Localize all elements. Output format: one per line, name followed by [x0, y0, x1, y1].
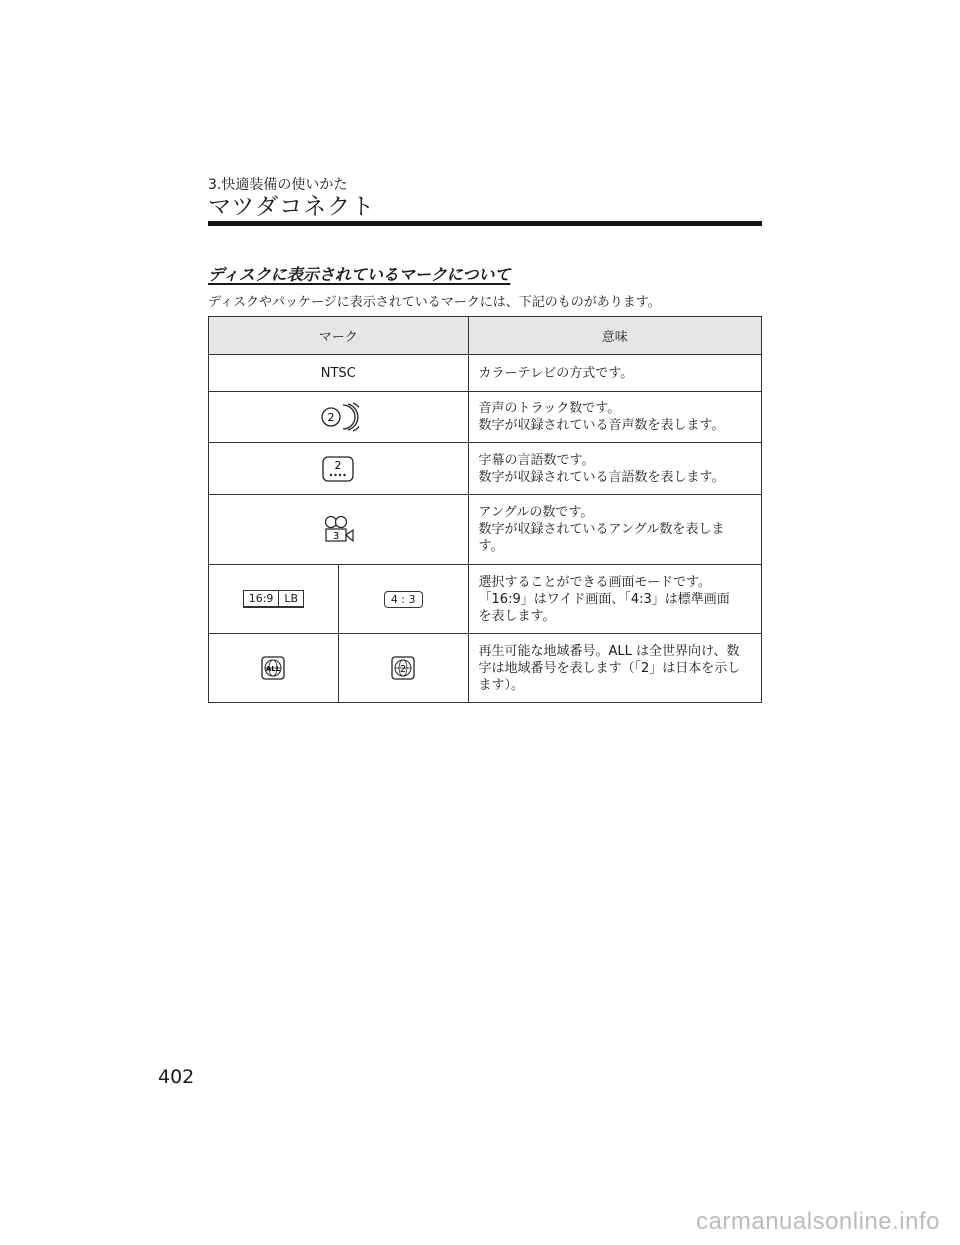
meaning-line: を表します。: [478, 608, 556, 624]
meaning-line: す。: [478, 539, 504, 554]
meaning-cell: [468, 392, 761, 443]
meaning-line: 字は地域番号を表します（「2」は日本を示し: [478, 660, 741, 676]
header-rule: [208, 221, 762, 226]
table-row: [209, 443, 762, 495]
table-row: [209, 355, 762, 392]
mark-cell: [209, 443, 469, 495]
meaning-cell: [468, 634, 761, 703]
mark-cell: [338, 565, 468, 634]
meaning-line: 再生可能な地域番号。ALL は全世界向け、数: [478, 643, 740, 659]
table-row: [209, 392, 762, 443]
header-mark: マーク: [209, 317, 469, 355]
region-all-icon: [261, 656, 285, 680]
standard-ratio-icon: 4 : 3: [384, 591, 423, 608]
region-all-label: ALL: [266, 665, 281, 673]
section-title: 3.快適装備の使いかた: [208, 177, 348, 193]
meaning-cell: [468, 355, 761, 392]
subtitle-count: 2: [334, 458, 342, 472]
meaning-line: 数字が収録されているアングル数を表しま: [478, 522, 725, 537]
mark-ntsc: NTSC: [209, 355, 469, 392]
subtitles-icon: [322, 456, 354, 482]
region-2-icon: [391, 656, 415, 680]
widescreen-label: 16:9: [244, 591, 280, 606]
meaning-cell: [468, 565, 761, 634]
mark-cell: [338, 634, 468, 703]
meaning-line: カラーテレビの方式です。: [478, 365, 634, 381]
letterbox-label: LB: [279, 591, 303, 606]
subsection-heading: ディスクに表示されているマークについて: [208, 265, 511, 284]
meaning-line: アングルの数です。: [478, 505, 594, 520]
meaning-line: 音声のトラック数です。: [478, 401, 621, 416]
header-meaning: 意味: [468, 317, 761, 355]
table-header-row: [209, 317, 762, 355]
meaning-line: ます）。: [478, 677, 525, 693]
audio-track-count: 2: [327, 411, 335, 424]
mark-cell: [209, 565, 339, 634]
widescreen-lb-icon: [243, 590, 304, 608]
mark-cell: [209, 634, 339, 703]
table-row: [209, 565, 762, 634]
table-row: [209, 495, 762, 565]
page-number: 402: [158, 1066, 195, 1088]
intro-text: ディスクやパッケージに表示されているマークには、下記のものがあります。: [208, 295, 661, 310]
meaning-line: 字幕の言語数です。: [478, 452, 595, 468]
meaning-cell: [468, 495, 761, 565]
meaning-line: 選択することができる画面モードです。: [478, 574, 711, 590]
mark-cell: [209, 392, 469, 443]
page-header: [208, 176, 762, 220]
angle-camera-icon: [321, 515, 355, 545]
audio-tracks-icon: [317, 402, 359, 432]
disc-marks-table: [208, 316, 762, 703]
meaning-line: 数字が収録されている音声数を表します。: [478, 418, 725, 433]
region-number-label: 2: [399, 664, 407, 675]
meaning-line: 数字が収録されている言語数を表します。: [478, 469, 725, 485]
meaning-line: 「16:9」はワイド画面、「4:3」は標準画面: [478, 591, 730, 607]
mark-cell: [209, 495, 469, 565]
table-row: [209, 634, 762, 703]
angle-count: 3: [333, 530, 340, 542]
meaning-cell: [468, 443, 761, 495]
chapter-title: マツダコネクト: [208, 194, 376, 220]
watermark: carmanualsonline.info: [696, 1208, 940, 1235]
